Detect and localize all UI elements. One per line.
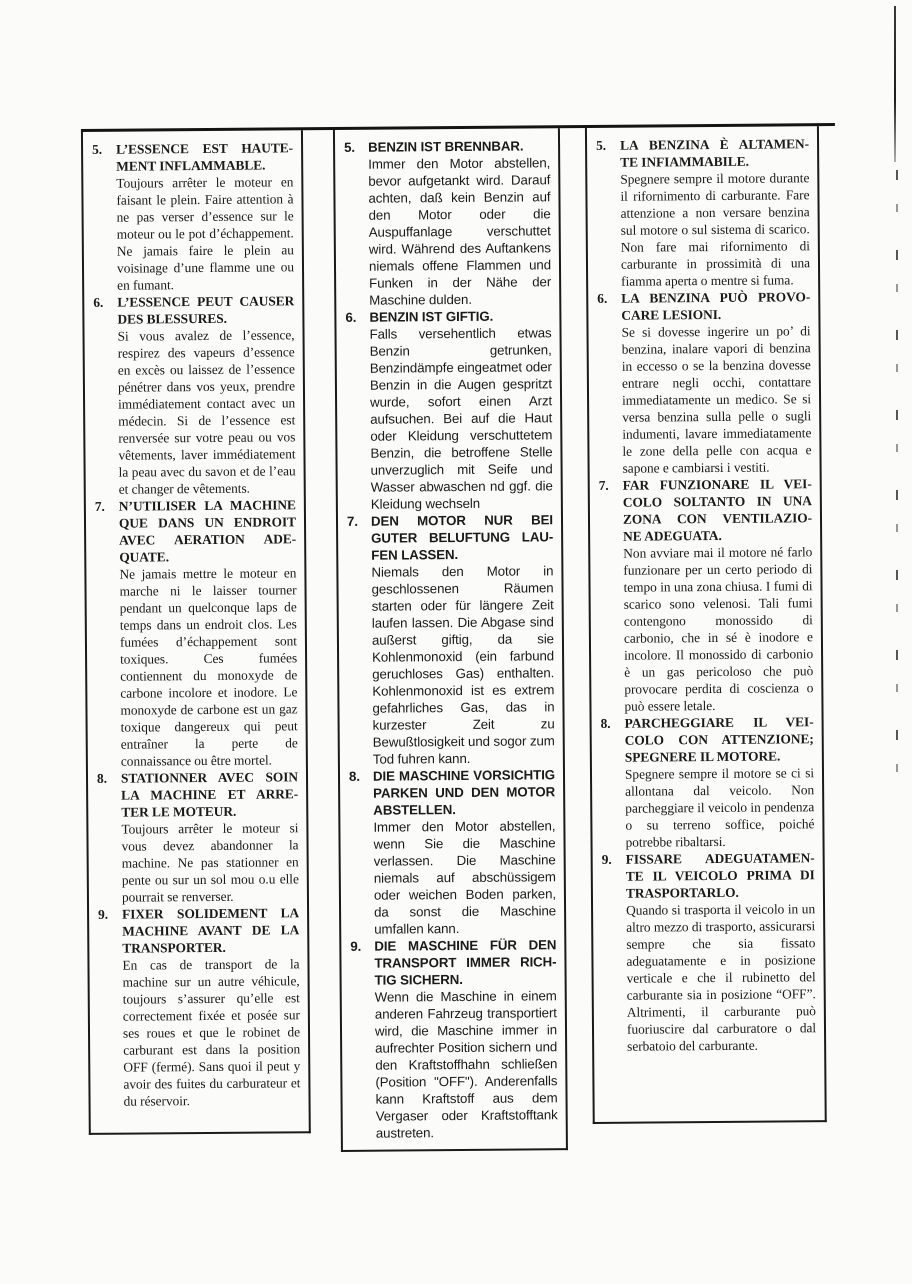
- item-number: 7.: [346, 513, 358, 529]
- item-body: Se si dovesse ingerire un po’ di benzina, inalare vapori di benzina in eccesso o se la benzina dovesse entrare negli occhi, contattare immediatamente un medico. Se si versa benzina sulla pelle o sugli indumenti, lavare immediatamente le zone della pelle con acqua e sapone e cambiarsi i vestiti.: [621, 323, 812, 476]
- item-number: 7.: [598, 477, 609, 493]
- item-heading: DIE MASCHINE VORSICHTIG PARKEN UND DEN MOTOR ABSTELLEN.: [372, 767, 556, 818]
- item-body: Immer den Motor abstellen, bevor aufgetankt wird. Darauf achten, daß kein Benzin auf den Motor oder die Auspuffanlage verschuttet wird. Während des Auftankens niemals offene Flammen und Funken in der Nähe der Maschine dulden.: [368, 155, 552, 308]
- item-de-7: [346, 511, 555, 768]
- scan-artifact-line-right-edge: [896, 170, 898, 798]
- item-number: 9.: [601, 851, 612, 867]
- item-number: 5.: [92, 141, 103, 157]
- item-it-5: [595, 135, 810, 290]
- item-body: Si vous avalez de l’essence, respirez des vapeurs d’essence en excès ou laissez de l’essence pénétrer dans vos yeux, prendre immédiatement contact avec un médecin. Si de l’essence est renversée sur votre peau ou vos vêtements, laver immédiatement la peau avec du savon et de l’eau et changer de vêtements.: [117, 327, 296, 497]
- item-fr-6: [92, 292, 296, 498]
- item-body: Falls versehentlich etwas Benzin getrunken, Benzindämpfe eingeatmet oder Benzin in die Augen gespritzt wurde, sofort einen Arzt aufsuchen. Bei auf die Haut oder Kleidung verschuttetem Benzin, die betroffene Stelle unverzuglich mit Seife und Wasser abwaschen nd ggf. die Kleidung wechseln: [369, 325, 553, 512]
- item-heading: BENZIN IST BRENNBAR.: [368, 138, 524, 155]
- item-body: Non avviare mai il motore né farlo funzionare per un certo periodo di tempo in una zona chiusa. I fumi di scarico sono velenosi. Tali fumi contengono monossido di carbonio, che in sé è inodore e incolore. Il monossido di carbonio è un gas pericoloso che può provocare perdita di coscienza o può essere letale.: [623, 544, 814, 714]
- item-number: 8.: [96, 770, 108, 786]
- item-heading: FIXER SOLIDEMENT LA MACHINE AVANT DE LA TRANSPORTER.: [122, 905, 300, 956]
- item-de-5: [343, 137, 551, 309]
- item-heading: FISSARE ADEGUATAMEN- TE IL VEICOLO PRIMA DI TRASPORTARLO.: [625, 850, 815, 901]
- item-body: Quando si trasporta il veicolo in un altro mezzo di trasporto, assicurarsi sempre che sia fissato adeguatamente e in posizione verticale e che il rubinetto del carburante sia in posizione “OFF”. Altrimenti, il carburante può fuoriuscire dal carburatore o dal serbatoio del carburante.: [626, 901, 817, 1054]
- item-heading: PARCHEGGIARE IL VEI- COLO CON ATTENZIONE; SPEGNERE IL MOTORE.: [624, 714, 814, 765]
- item-heading: L’ESSENCE PEUT CAUSER DES BLESSURES.: [117, 293, 295, 327]
- column-french: [81, 130, 311, 1135]
- item-it-7: [598, 475, 814, 715]
- item-body: Toujours arrêter le moteur en faisant le plein. Faire attention à ne pas verser d’essence sur le moteur ou le pot d’échappement. Ne jamais faire le plein au voisinage d’une flamme une ou en fumant.: [116, 174, 295, 293]
- item-body: Spegnere sempre il motore se ci si allontana dal veicolo. Non parcheggiare il veicolo in pendenza o su terreno soffice, poiché potrebbe ribaltarsi.: [624, 765, 815, 850]
- item-heading: BENZIN IST GIFTIG.: [369, 308, 494, 325]
- item-heading: LA BENZINA È ALTAMEN- TE INFIAMMABILE.: [620, 136, 810, 170]
- column-italian: [585, 126, 827, 1124]
- item-number: 6.: [345, 309, 357, 325]
- item-fr-5: [91, 139, 294, 294]
- item-number: 5.: [596, 137, 607, 153]
- item-number: 9.: [98, 906, 109, 922]
- item-number: 5.: [344, 139, 356, 155]
- item-body: Wenn die Maschine in einem anderen Fahrzeug transportiert wird, die Maschine immer in aufrechter Position sichern und den Kraftstoffhahn schließen (Position "OFF"). Anderenfalls kann Kraftstoff aus dem Vergaser oder Kraftstofftank austreten.: [374, 988, 558, 1141]
- item-body: Ne jamais mettre le moteur en marche ni le laisser tourner pendant un quelconque laps de temps dans un endroit clos. Les fumées d’échappement sont toxiques. Ces fumées contiennent du monoxyde de carbone incolore et inodore. Le monoxyde de carbone est un gaz toxique dangereux qui peut entraîner la perte de connaissance ou être mortel.: [119, 565, 298, 769]
- item-number: 9.: [350, 938, 362, 954]
- item-it-8: [600, 713, 815, 851]
- item-number: 6.: [93, 294, 104, 310]
- item-body: Niemals den Motor in geschlossenen Räumen starten oder für längere Zeit laufen lassen. Die Abgase sind außerst giftig, da sie Kohlenmonoxid (ein farbund geruchloses Gas) enthalten. Kohlenmonoxid ist es extrem gefahrliches Gas, das in kurzester Zeit zu Bewußtlosigkeit und sogor zum Tod fuhren kann.: [371, 563, 555, 767]
- item-body: Immer den Motor abstellen, wenn Sie die Maschine verlassen. Die Maschine niemals auf abschüssigem oder weichen Boden parken, da sonst die Maschine umfallen kann.: [373, 818, 557, 937]
- item-heading: DEN MOTOR NUR BEI GUTER BELUFTUNG LAU- FEN LASSEN.: [370, 512, 554, 563]
- item-number: 8.: [348, 768, 360, 784]
- item-heading: N’UTILISER LA MACHINE QUE DANS UN ENDROIT AVEC AERATION ADE- QUATE.: [118, 497, 297, 565]
- item-body: Spegnere sempre il motore durante il rifornimento di carburante. Fare attenzione a non versare benzina sul motore o sul sistema di scarico. Non fare mai rifornimento di carburante in prossimità di una fiamma aperta o mentre si fuma.: [620, 170, 811, 289]
- item-number: 6.: [597, 290, 608, 306]
- item-it-6: [596, 288, 811, 477]
- item-heading: DIE MASCHINE FÜR DEN TRANSPORT IMMER RICH- TIG SICHERN.: [374, 937, 557, 988]
- item-heading: FAR FUNZIONARE IL VEI- COLO SOLTANTO IN UNA ZONA CON VENTILAZIO- NE ADEGUATA.: [622, 476, 813, 544]
- item-number: 8.: [600, 715, 611, 731]
- item-fr-8: [96, 768, 299, 906]
- item-heading: STATIONNER AVEC SOIN LA MACHINE ET ARRE- TER LE MOTEUR.: [120, 769, 299, 820]
- item-number: 7.: [94, 498, 105, 514]
- item-fr-7: [94, 496, 298, 770]
- item-it-9: [601, 849, 817, 1055]
- scan-artifact-line-top: [894, 6, 896, 162]
- item-de-9: [349, 936, 558, 1142]
- item-heading: LA BENZINA PUÒ PROVO- CARE LESIONI.: [621, 289, 811, 323]
- item-de-6: [344, 307, 553, 513]
- column-german: [333, 128, 568, 1152]
- item-body: En cas de transport de la machine sur un autre véhicule, toujours s’assurer qu’elle est correctement fixée et posée sur ses roues et que le robinet de carburant est dans la position OFF (fermé). Sans quoi il peut y avoir des fuites du carburateur et du réservoir.: [122, 956, 301, 1109]
- item-body: Toujours arrêter le moteur si vous devez abandonner la machine. Ne pas stationner en pente ou sur un sol mou o.u elle pourrait se renverser.: [121, 820, 299, 905]
- item-de-8: [348, 766, 556, 938]
- item-fr-9: [97, 904, 301, 1110]
- item-heading: L’ESSENCE EST HAUTE- MENT INFLAMMABLE.: [116, 140, 294, 174]
